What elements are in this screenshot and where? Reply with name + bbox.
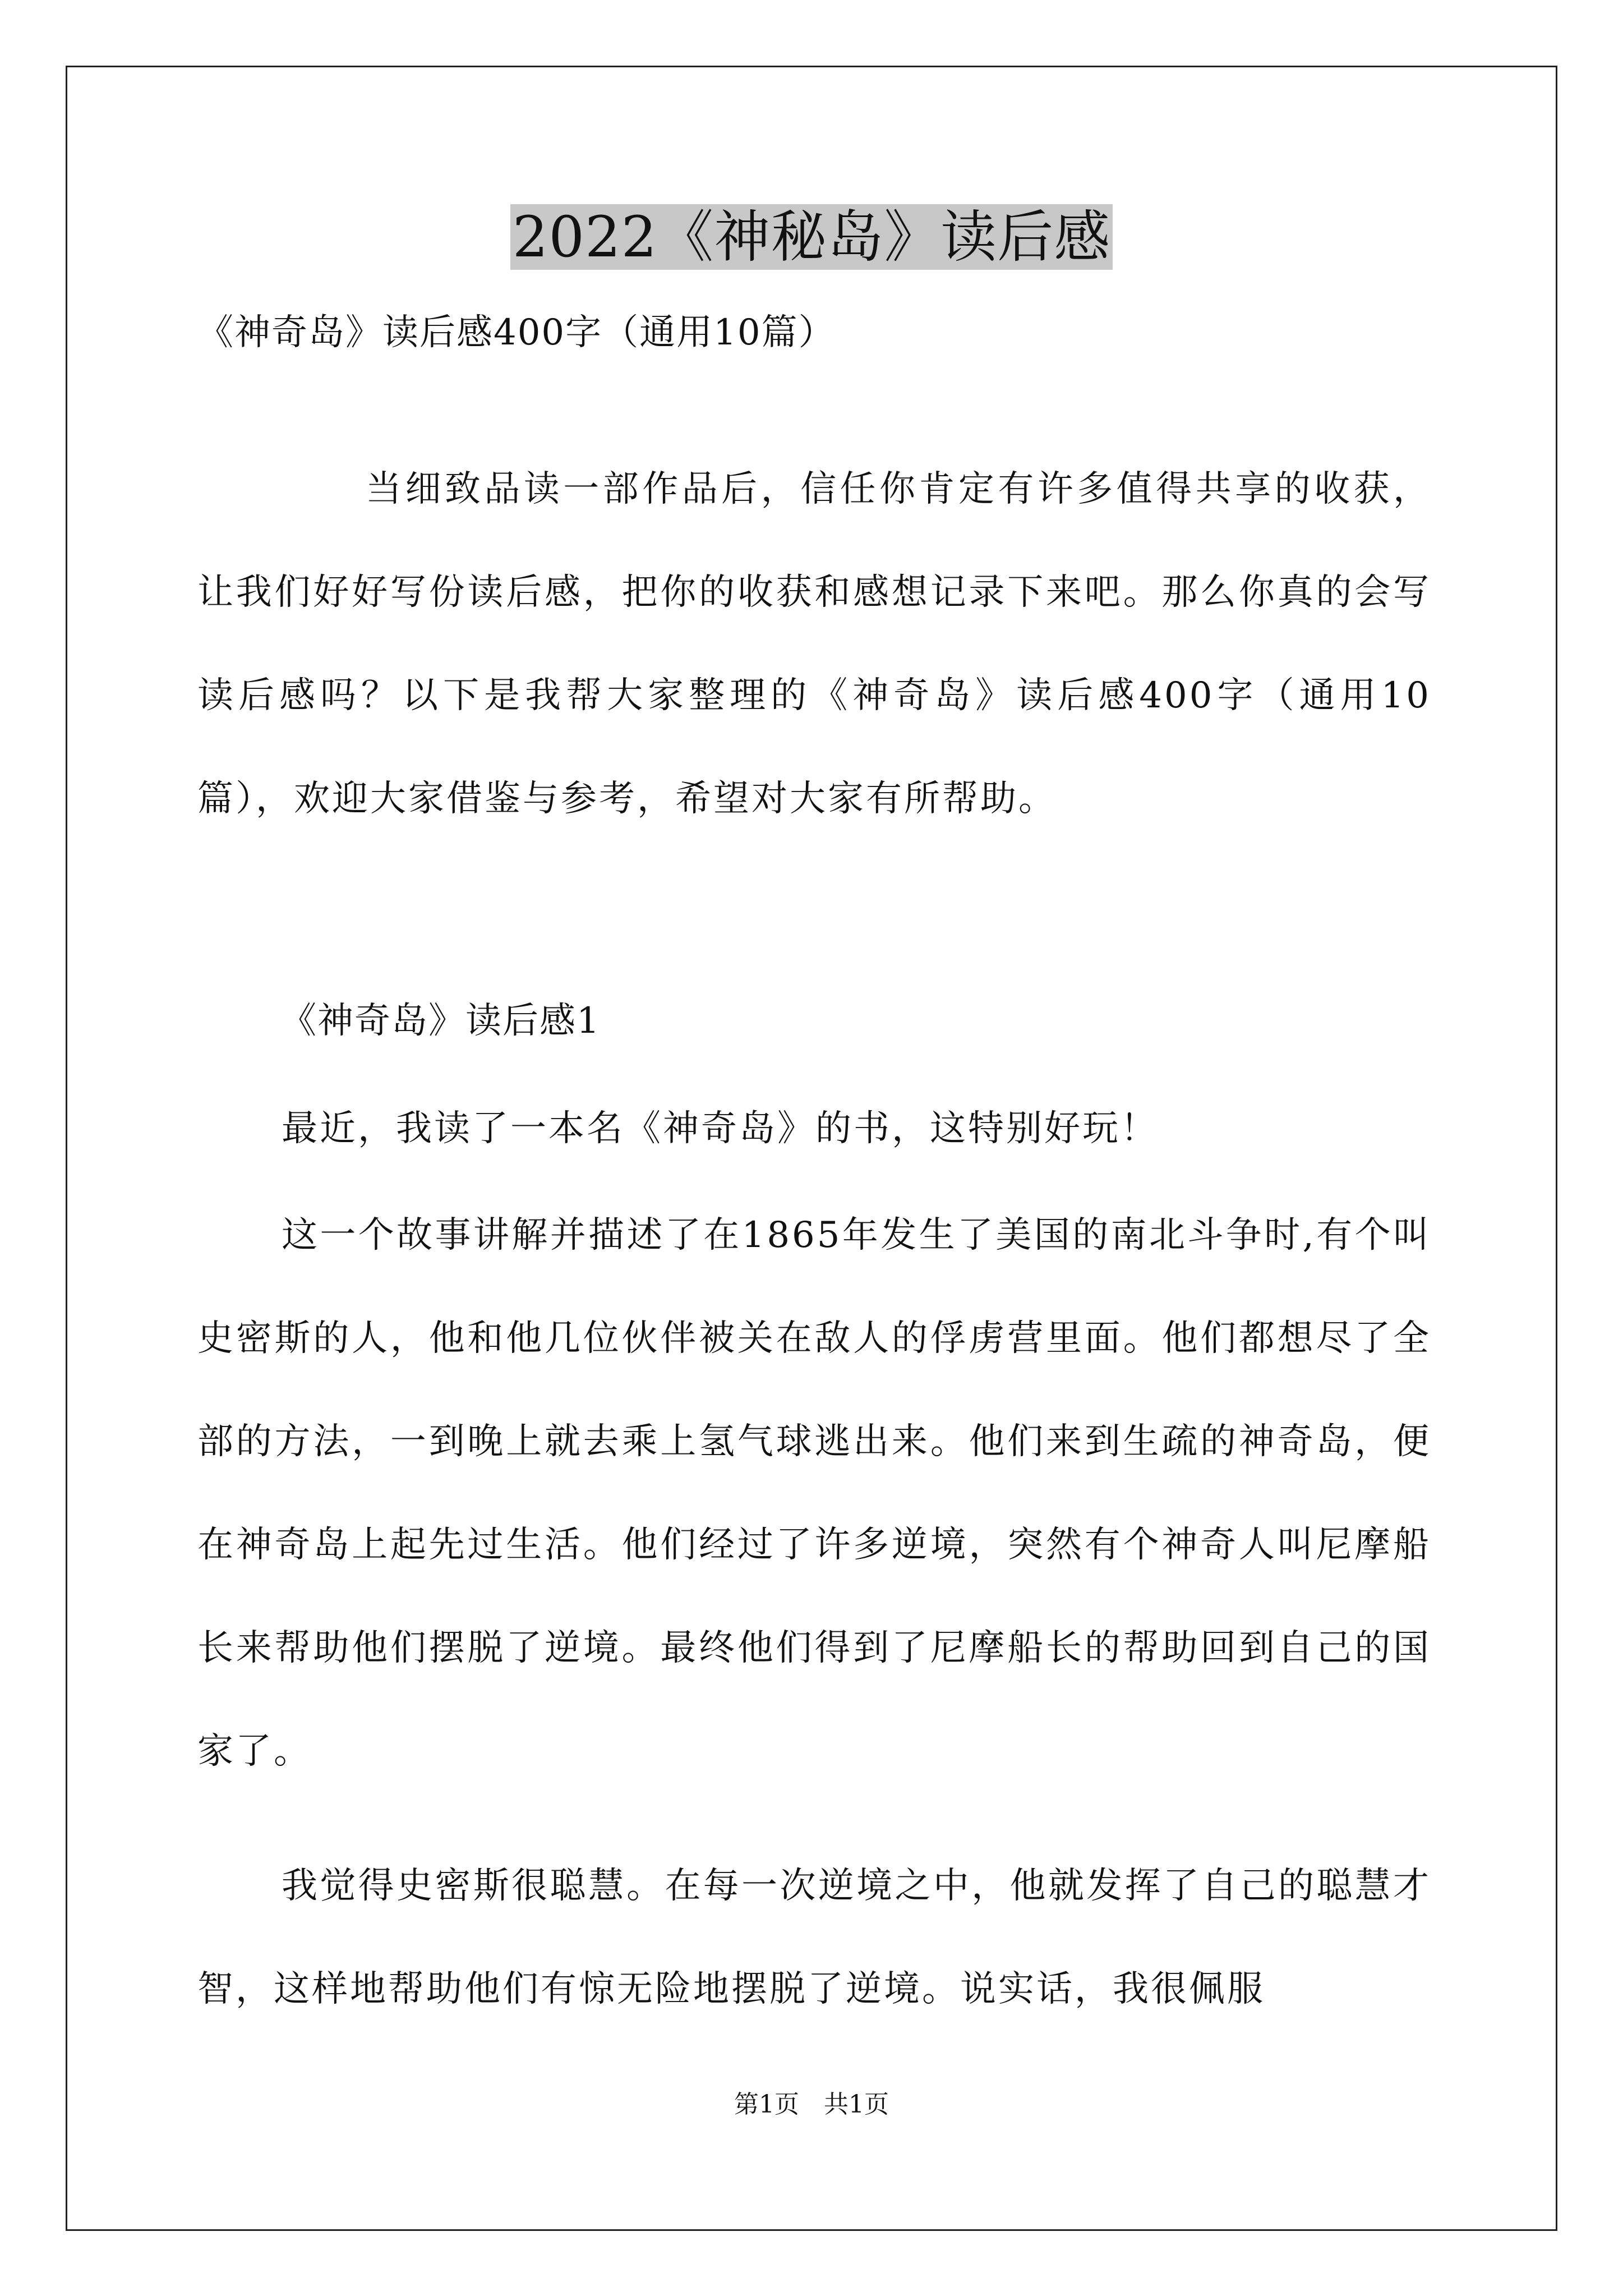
body-paragraph: 最近，我读了一本名《神奇岛》的书，这特别好玩！ xyxy=(282,1108,1159,1149)
intro-paragraph: 当细致品读一部作品后，信任你肯定有许多值得共享的收获，让我们好好写份读后感，把你的收获和感想记录下来吧。那么你真的会写读后感吗？以下是我帮大家整理的《神奇岛》读后感400字（通用10篇），欢迎大家借鉴与参考，希望对大家有所帮助。 xyxy=(197,468,1431,820)
document-subtitle: 《神奇岛》读后感400字（通用10篇） xyxy=(197,312,836,353)
section-heading: 《神奇岛》读后感1 xyxy=(280,1000,601,1042)
document-title: 2022《神秘岛》读后感 xyxy=(510,204,1113,270)
body-paragraph: 这一个故事讲解并描述了在1865年发生了美国的南北斗争时,有个叫史密斯的人，他和他几位伙伴被关在敌人的俘虏营里面。他们都想尽了全部的方法，一到晚上就去乘上氢气球逃出来。他们来到生疏的神奇岛，便在神奇岛上起先过生活。他们经过了许多逆境，突然有个神奇人叫尼摩船长来帮助他们摆脱了逆境。最终他们得到了尼摩船长的帮助回到自己的国家了。 xyxy=(197,1214,1431,1772)
document-title-block xyxy=(0,196,1623,278)
page-footer: 第1页 共1页 xyxy=(734,2090,889,2119)
body-paragraph: 我觉得史密斯很聪慧。在每一次逆境之中，他就发挥了自己的聪慧才智，这样地帮助他们有惊无险地摆脱了逆境。说实话，我很佩服 xyxy=(197,1865,1431,2010)
